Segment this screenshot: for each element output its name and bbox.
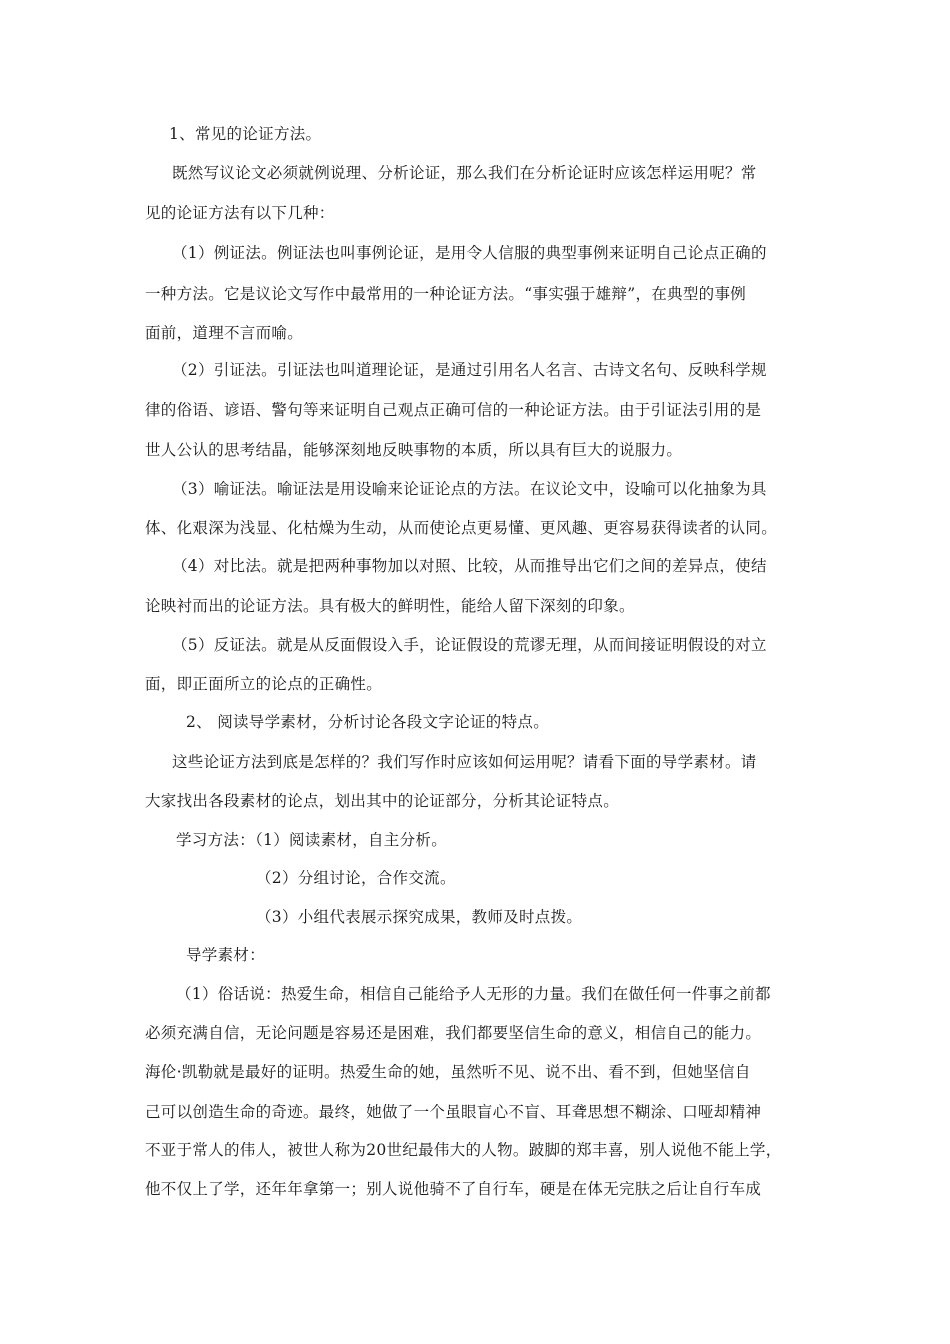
method-quotation-line: （2）引证法。引证法也叫道理论证，是通过引用名人名言、古诗文名句、反映科学规 [172,361,767,379]
material-paragraph-line: 己可以创造生命的奇迹。最终，她做了一个虽眼盲心不盲、耳聋思想不糊涂、口哑却精神 [145,1103,762,1121]
study-method-item: （2）分组讨论，合作交流。 [256,869,456,887]
material-heading: 导学素材： [186,946,266,964]
method-example-line: 面前，道理不言而喻。 [145,324,304,342]
material-paragraph-line: 必须充满自信，无论问题是容易还是困难，我们都要坚信生命的意义，相信自己的能力。 [145,1024,762,1042]
intro-paragraph-line: 既然写议论文必须就例说理、分析论证，那么我们在分析论证时应该怎样运用呢？常 [172,164,757,182]
material-paragraph-line: 不亚于常人的伟人，被世人称为20世纪最伟大的人物。跛脚的郑丰喜，别人说他不能上学， [145,1141,782,1159]
guide-paragraph-line: 大家找出各段素材的论点，划出其中的论证部分，分析其论证特点。 [145,792,620,810]
method-counter-line: 面，即正面所立的论点的正确性。 [145,675,383,693]
method-quotation-line: 世人公认的思考结晶，能够深刻地反映事物的本质，所以具有巨大的说服力。 [145,441,683,459]
method-quotation-line: 律的俗语、谚语、警句等来证明自己观点正确可信的一种论证方法。由于引证法引用的是 [145,401,762,419]
material-paragraph-line: （1）俗话说：热爱生命，相信自己能给予人无形的力量。我们在做任何一件事之前都 [176,985,771,1003]
method-example-line: （1）例证法。例证法也叫事例论证，是用令人信服的典型事例来证明自己论点正确的 [172,244,767,262]
method-contrast-line: （4）对比法。就是把两种事物加以对照、比较，从而推导出它们之间的差异点，使结 [172,557,767,575]
section-heading-1: 1、常见的论证方法。 [169,125,322,143]
method-metaphor-line: （3）喻证法。喻证法是用设喻来论证论点的方法。在议论文中，设喻可以化抽象为具 [172,480,767,498]
method-counter-line: （5）反证法。就是从反面假设入手，论证假设的荒谬无理，从而间接证明假设的对立 [172,636,767,654]
guide-paragraph-line: 这些论证方法到底是怎样的？我们写作时应该如何运用呢？请看下面的导学素材。请 [172,753,757,771]
material-paragraph-line: 他不仅上了学，还年年拿第一；别人说他骑不了自行车，硬是在体无完肤之后让自行车成 [145,1180,762,1198]
study-method-item: （3）小组代表展示探究成果，教师及时点拨。 [256,908,583,926]
method-example-line: 一种方法。它是议论文写作中最常用的一种论证方法。“事实强于雄辩”，在典型的事例 [145,285,747,303]
intro-paragraph-line: 见的论证方法有以下几种： [145,204,335,222]
method-contrast-line: 论映衬而出的论证方法。具有极大的鲜明性，能给人留下深刻的印象。 [145,597,635,615]
material-paragraph-line: 海伦·凯勒就是最好的证明。热爱生命的她，虽然听不见、说不出、看不到，但她坚信自 [145,1063,751,1081]
study-method-item: 学习方法：（1）阅读素材，自主分析。 [176,831,448,849]
method-metaphor-line: 体、化艰深为浅显、化枯燥为生动，从而使论点更易懂、更风趣、更容易获得读者的认同。 [145,519,778,537]
section-heading-2: 2、 阅读导学素材，分析讨论各段文字论证的特点。 [186,713,549,731]
